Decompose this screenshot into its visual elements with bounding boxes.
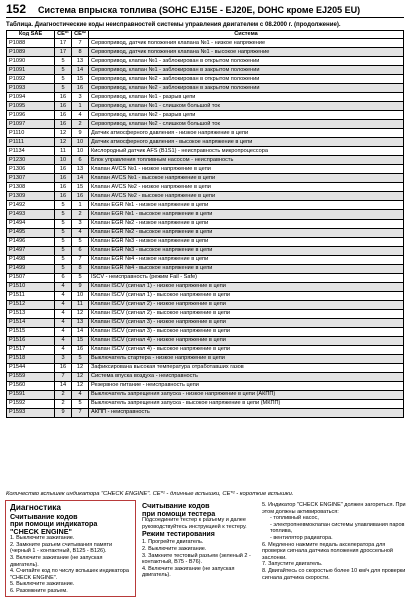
table-row [7, 183, 404, 192]
ce-short-cell: 10 [72, 291, 89, 300]
table-row [7, 138, 404, 147]
ce-short-cell: 13 [72, 318, 89, 327]
diagnostics-heading: Диагностика [10, 503, 61, 512]
ce-short-cell: 10 [72, 147, 89, 156]
sae-code-cell: P1592 [7, 399, 55, 408]
sae-code-cell: P1498 [7, 255, 55, 264]
system-cell: Сервопривод, клапан №1 - заблокирован в закрытом положении [89, 66, 404, 75]
ce-short-cell: 5 [72, 237, 89, 246]
system-cell: АКПП - неисправность [89, 408, 404, 417]
ce-long-cell: 16 [55, 363, 72, 372]
table-row [7, 111, 404, 120]
step-item: 7. Запустите двигатель. [262, 561, 323, 568]
test-mode-steps [142, 539, 258, 579]
sae-code-cell: P1089 [7, 48, 55, 57]
table-row [7, 255, 404, 264]
ce-long-cell: 4 [55, 282, 72, 291]
sae-code-cell: P1094 [7, 93, 55, 102]
system-cell: Клапан AVCS №1 - низкое напряжение в цепи [89, 165, 404, 174]
sae-code-cell: P1515 [7, 327, 55, 336]
ce-long-cell: 5 [55, 237, 72, 246]
ce-short-cell: 1 [72, 201, 89, 210]
ce-short-cell: 8 [72, 48, 89, 57]
step-item: 5. Индикатор "CHECK ENGINE" должен загореться. При этом должны активироваться: [262, 502, 406, 515]
ce-long-cell: 16 [55, 120, 72, 129]
sae-code-cell: P1591 [7, 390, 55, 399]
system-cell: Клапан EGR №3 - низкое напряжение в цепи [89, 237, 404, 246]
ce-short-cell: 9 [72, 129, 89, 138]
ce-short-cell: 11 [72, 300, 89, 309]
ce-long-cell: 6 [55, 273, 72, 282]
ce-short-cell: 1 [72, 102, 89, 111]
sae-code-cell: P1092 [7, 75, 55, 84]
system-cell: Клапан EGR №4 - высокое напряжение в цепи [89, 264, 404, 273]
column-header-ce-long: CE*¹ [55, 31, 72, 39]
ce-short-cell: 12 [72, 309, 89, 318]
sae-code-cell: P1096 [7, 111, 55, 120]
ce-short-cell: 14 [72, 327, 89, 336]
ce-long-cell: 16 [55, 183, 72, 192]
system-cell: Клапан EGR №1 - низкое напряжение в цепи [89, 201, 404, 210]
ce-long-cell: 3 [55, 354, 72, 363]
table-row [7, 156, 404, 165]
page-number: 152 [6, 2, 27, 16]
step-item: 3. Включите зажигание (не запуская двигатель). [10, 555, 103, 568]
table-row [7, 354, 404, 363]
system-cell: Датчик атмосферного давления - высокое напряжение в цепи [89, 138, 404, 147]
sae-code-cell: P1088 [7, 39, 55, 48]
column-header-system: Система [89, 31, 404, 39]
ce-short-cell: 16 [72, 345, 89, 354]
table-row [7, 48, 404, 57]
sae-code-cell: P1518 [7, 354, 55, 363]
sae-code-cell: P1307 [7, 174, 55, 183]
sae-code-cell: P1110 [7, 129, 55, 138]
test-mode-continued [262, 502, 406, 581]
ce-long-cell: 4 [55, 309, 72, 318]
ce-short-cell: 12 [72, 381, 89, 390]
table-row [7, 264, 404, 273]
table-row [7, 192, 404, 201]
ce-long-cell: 16 [55, 93, 72, 102]
ce-long-cell: 7 [55, 372, 72, 381]
system-cell: Клапан ISCV (сигнал 3) - высокое напряжение в цепи [89, 327, 404, 336]
table-row [7, 345, 404, 354]
ce-short-cell: 16 [72, 84, 89, 93]
ce-long-cell: 10 [55, 156, 72, 165]
sae-code-cell: P1495 [7, 228, 55, 237]
ce-long-cell: 5 [55, 228, 72, 237]
ce-short-cell: 12 [72, 363, 89, 372]
table-row [7, 39, 404, 48]
tester-reading-section [142, 502, 258, 579]
table-row [7, 84, 404, 93]
table-row [7, 390, 404, 399]
page-header [6, 2, 404, 18]
table-row [7, 273, 404, 282]
ce-long-cell: 12 [55, 138, 72, 147]
ce-long-cell: 14 [55, 381, 72, 390]
sae-code-cell: P1512 [7, 300, 55, 309]
ce-short-cell: 6 [72, 156, 89, 165]
ce-long-cell: 9 [55, 408, 72, 417]
system-cell: Клапан ISCV (сигнал 1) - высокое напряжение в цепи [89, 291, 404, 300]
step-item: 2. Замкните разъем считывания памяти (черный 1 - контактный, B125 - B126). [10, 541, 113, 555]
system-cell: Клапан ISCV (сигнал 4) - высокое напряжение в цепи [89, 345, 404, 354]
table-row [7, 210, 404, 219]
sae-code-cell: P1308 [7, 183, 55, 192]
sae-code-cell: P1309 [7, 192, 55, 201]
ce-long-cell: 5 [55, 264, 72, 273]
ce-long-cell: 4 [55, 345, 72, 354]
system-cell: Выключатель запрещения запуска - высокое напряжение в цепи (МКПП) [89, 399, 404, 408]
system-cell: Клапан EGR №2 - низкое напряжение в цепи [89, 219, 404, 228]
table-row [7, 399, 404, 408]
ce-short-cell: 3 [72, 219, 89, 228]
ce-short-cell: 12 [72, 372, 89, 381]
ce-short-cell: 13 [72, 57, 89, 66]
system-cell: Клапан ISCV (сигнал 3) - низкое напряжение в цепи [89, 318, 404, 327]
ce-long-cell: 16 [55, 111, 72, 120]
activated-item: - вентилятор радиатора. [270, 534, 333, 541]
ce-short-cell: 16 [72, 192, 89, 201]
step-item: 5. Выключите зажигание. [10, 581, 75, 588]
ce-short-cell: 15 [72, 336, 89, 345]
system-cell: Выключатель стартера - низкое напряжение в цепи [89, 354, 404, 363]
ce-long-cell: 4 [55, 318, 72, 327]
check-engine-steps [10, 535, 132, 594]
table-row [7, 201, 404, 210]
step-item: 6. Медленно нажмите педаль акселератора для проверки сигнала датчика положения дроссельной заслонки. [262, 541, 394, 561]
system-cell: Клапан AVCS №1 - высокое напряжение в цепи [89, 174, 404, 183]
ce-short-cell: 2 [72, 210, 89, 219]
sae-code-cell: P1095 [7, 102, 55, 111]
ce-short-cell: 5 [72, 354, 89, 363]
table-row [7, 129, 404, 138]
ce-short-cell: 7 [72, 408, 89, 417]
system-cell: Сервопривод, клапан №2 - заблокирован в закрытом положении [89, 84, 404, 93]
test-mode-heading: Режим тестирования [142, 531, 215, 539]
ce-short-cell: 5 [72, 273, 89, 282]
system-cell: Клапан EGR №2 - высокое напряжение в цепи [89, 228, 404, 237]
sae-code-cell: P1494 [7, 219, 55, 228]
sae-code-cell: P1544 [7, 363, 55, 372]
system-cell: Клапан EGR №3 - высокое напряжение в цепи [89, 246, 404, 255]
ce-short-cell: 7 [72, 255, 89, 264]
table-row [7, 408, 404, 417]
system-cell: Система впуска воздуха - неисправность [89, 372, 404, 381]
ce-long-cell: 16 [55, 174, 72, 183]
step-item: 3. Замкните тестовый разъем (зеленый 2 - контактный, B75 - B76). [142, 552, 251, 566]
table-row [7, 120, 404, 129]
system-cell: Блок управления топливным насосом - неисправность [89, 156, 404, 165]
table-row [7, 66, 404, 75]
sae-code-cell: P1507 [7, 273, 55, 282]
ce-long-cell: 5 [55, 201, 72, 210]
sae-code-cell: P1111 [7, 138, 55, 147]
sae-code-cell: P1499 [7, 264, 55, 273]
column-header-sae: Код SAE [7, 31, 55, 39]
table-row [7, 327, 404, 336]
ce-short-cell: 4 [72, 390, 89, 399]
sae-code-cell: P1559 [7, 372, 55, 381]
sae-code-cell: P1510 [7, 282, 55, 291]
sae-code-cell: P1306 [7, 165, 55, 174]
activated-item: - электропневмоклапан системы улавливания паров топлива, [270, 521, 405, 535]
sae-code-cell: P1497 [7, 246, 55, 255]
system-cell: Клапан ISCV (сигнал 1) - низкое напряжение в цепи [89, 282, 404, 291]
ce-long-cell: 17 [55, 39, 72, 48]
system-cell: Кислородный датчик AFS (B1S1) - неисправность микропроцессора [89, 147, 404, 156]
ce-short-cell: 6 [72, 246, 89, 255]
table-row [7, 291, 404, 300]
table-row [7, 93, 404, 102]
system-cell: Сервопривод, клапан №1 - заблокирован в открытом положении [89, 57, 404, 66]
ce-long-cell: 11 [55, 147, 72, 156]
ce-long-cell: 2 [55, 399, 72, 408]
sae-code-cell: P1496 [7, 237, 55, 246]
ce-short-cell: 8 [72, 264, 89, 273]
sae-code-cell: P1134 [7, 147, 55, 156]
sae-code-cell: P1091 [7, 66, 55, 75]
sae-code-cell: P1593 [7, 408, 55, 417]
table-row [7, 318, 404, 327]
table-row [7, 219, 404, 228]
step-item: 4. Считайте код по числу вспышек индикатора "CHECK ENGINE". [10, 568, 129, 581]
step-item: 4. Включите зажигание (не запуская двигатель). [142, 565, 235, 579]
step-item: 1. Прогрейте двигатель. [142, 539, 204, 546]
sae-code-cell: P1514 [7, 318, 55, 327]
ce-short-cell: 4 [72, 228, 89, 237]
system-cell: Сервопривод, клапан №2 - заблокирован в открытом положении [89, 75, 404, 84]
ce-long-cell: 5 [55, 66, 72, 75]
ce-short-cell: 15 [72, 183, 89, 192]
ce-long-cell: 2 [55, 390, 72, 399]
system-cell: Клапан EGR №4 - низкое напряжение в цепи [89, 255, 404, 264]
ce-short-cell: 7 [72, 39, 89, 48]
ce-long-cell: 4 [55, 336, 72, 345]
table-row [7, 309, 404, 318]
system-cell: Резервное питание - неисправность цепи [89, 381, 404, 390]
ce-long-cell: 17 [55, 48, 72, 57]
ce-long-cell: 5 [55, 219, 72, 228]
table-row [7, 282, 404, 291]
sae-code-cell: P1093 [7, 84, 55, 93]
table-footnote: Количество вспышек индикатора "CHECK ENGINE". CE*¹ - длинные вспышки, CE*² - короткие вспышки. [6, 491, 294, 497]
column-header-ce-short: CE*² [72, 31, 89, 39]
sae-code-cell: P1090 [7, 57, 55, 66]
ce-long-cell: 5 [55, 210, 72, 219]
table-row [7, 363, 404, 372]
table-row [7, 336, 404, 345]
ce-long-cell: 5 [55, 255, 72, 264]
table-header-row [7, 31, 404, 39]
system-cell: Клапан ISCV (сигнал 2) - высокое напряжение в цепи [89, 309, 404, 318]
ce-long-cell: 16 [55, 102, 72, 111]
activated-item: - топливный насос, [270, 515, 319, 522]
system-cell: Сервопривод, клапан №2 - разрыв цепи [89, 111, 404, 120]
sae-code-cell: P1097 [7, 120, 55, 129]
table-row [7, 381, 404, 390]
system-cell: Клапан EGR №1 - высокое напряжение в цепи [89, 210, 404, 219]
table-row [7, 147, 404, 156]
ce-short-cell: 15 [72, 75, 89, 84]
ce-short-cell: 13 [72, 165, 89, 174]
system-cell: Клапан AVCS №2 - высокое напряжение в цепи [89, 192, 404, 201]
sae-code-cell: P1511 [7, 291, 55, 300]
system-cell: ISCV - неисправность (режим Fail - Safe) [89, 273, 404, 282]
table-row [7, 237, 404, 246]
system-cell: Клапан ISCV (сигнал 4) - низкое напряжение в цепи [89, 336, 404, 345]
system-cell: Сервопривод, клапан №1 - разрыв цепи [89, 93, 404, 102]
ce-short-cell: 14 [72, 174, 89, 183]
ce-long-cell: 4 [55, 300, 72, 309]
ce-short-cell: 2 [72, 120, 89, 129]
table-row [7, 300, 404, 309]
system-cell: Зафиксирована высокая температура отработавших газов [89, 363, 404, 372]
system-cell: Сервопривод, клапан №1 - слишком большой ток [89, 102, 404, 111]
ce-short-cell: 5 [72, 399, 89, 408]
table-row [7, 246, 404, 255]
table-row [7, 372, 404, 381]
sae-code-cell: P1517 [7, 345, 55, 354]
tester-heading: Считывание кодов при помощи тестера [142, 501, 216, 518]
ce-long-cell: 5 [55, 246, 72, 255]
sae-code-cell: P1230 [7, 156, 55, 165]
system-cell: Выключатель запрещения запуска - низкое напряжение в цепи (АКПП) [89, 390, 404, 399]
system-cell: Сервопривод, клапан №2 - слишком большой ток [89, 120, 404, 129]
sae-code-cell: P1492 [7, 201, 55, 210]
table-row [7, 174, 404, 183]
ce-long-cell: 4 [55, 327, 72, 336]
system-cell: Сервопривод, датчик положения клапана №1 - высокое напряжение [89, 48, 404, 57]
system-cell: Клапан ISCV (сигнал 2) - низкое напряжение в цепи [89, 300, 404, 309]
system-cell: Сервопривод, датчик положения клапана №1 - низкое напряжение [89, 39, 404, 48]
ce-short-cell: 10 [72, 138, 89, 147]
table-row [7, 102, 404, 111]
ce-long-cell: 5 [55, 57, 72, 66]
check-engine-subheading: Считывание кодов при помощи индикатора "CHECK ENGINE" [10, 511, 98, 536]
table-row [7, 75, 404, 84]
step-item: 2. Выключите зажигание. [142, 545, 207, 552]
ce-long-cell: 4 [55, 291, 72, 300]
ce-long-cell: 5 [55, 75, 72, 84]
table-row [7, 228, 404, 237]
diagnostics-box [5, 500, 136, 597]
table-body [7, 39, 404, 418]
system-cell: Датчик атмосферного давления - низкое напряжение в цепи [89, 129, 404, 138]
ce-short-cell: 3 [72, 93, 89, 102]
system-cell: Клапан AVCS №2 - низкое напряжение в цепи [89, 183, 404, 192]
step-item: 8. Двигайтесь со скоростью более 10 км/ч для проверки сигнала датчика скорости. [262, 567, 406, 581]
step-item: 1. Выключите зажигание. [10, 535, 75, 542]
table-row [7, 165, 404, 174]
ce-long-cell: 16 [55, 192, 72, 201]
ce-short-cell: 9 [72, 282, 89, 291]
page-title: Система впрыска топлива (SOHC EJ15E - EJ20E, DOHC кроме EJ205 EU) [38, 5, 361, 15]
table-row [7, 57, 404, 66]
sae-code-cell: P1493 [7, 210, 55, 219]
ce-long-cell: 12 [55, 129, 72, 138]
sae-code-cell: P1560 [7, 381, 55, 390]
sae-code-cell: P1516 [7, 336, 55, 345]
fault-codes-table [6, 30, 404, 418]
ce-long-cell: 5 [55, 84, 72, 93]
ce-short-cell: 4 [72, 111, 89, 120]
table-caption: Таблица. Диагностические коды неисправностей системы управления двигателем с 08.2000 г. (продолжение). [6, 21, 341, 28]
ce-long-cell: 16 [55, 165, 72, 174]
step-item: 6. Разомкните разъем. [10, 588, 68, 595]
ce-short-cell: 14 [72, 66, 89, 75]
sae-code-cell: P1513 [7, 309, 55, 318]
tester-intro: Подсоедините тестер к разъему и далее руководствуйтесь инструкцией к тестеру. [142, 517, 247, 530]
